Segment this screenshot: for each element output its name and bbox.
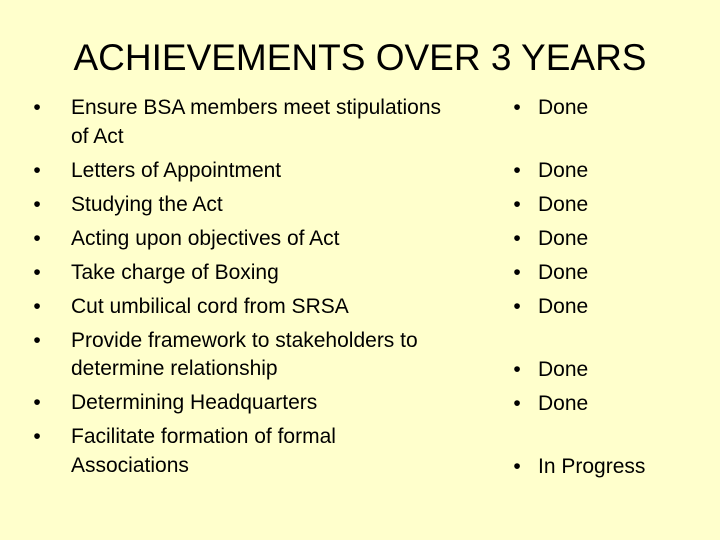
achievement-text: Ensure BSA members meet stipulations of Act (71, 96, 442, 148)
achievement-item (28, 259, 448, 288)
achievement-text: Facilitate formation of formal Associations (71, 425, 336, 477)
spacer (508, 322, 708, 357)
bullet-icon: • (513, 295, 521, 318)
bullet-icon: • (33, 294, 41, 318)
achievement-item (28, 293, 448, 322)
status-list (508, 94, 708, 482)
status-item (508, 94, 708, 123)
achievement-text: Letters of Appointment (71, 158, 282, 182)
achievement-item (28, 423, 448, 480)
achievement-item (28, 389, 448, 418)
bullet-icon: • (33, 328, 41, 352)
achievement-item (28, 191, 448, 220)
status-item (508, 453, 708, 482)
achievement-text: Provide framework to stakeholders to determine relationship (71, 328, 418, 380)
bullet-icon: • (513, 261, 521, 284)
bullet-icon: • (33, 391, 41, 414)
bullet-icon: • (513, 159, 521, 182)
achievement-text: Determining Headquarters (71, 391, 318, 414)
achievement-text: Cut umbilical cord from SRSA (71, 294, 349, 318)
spacer (508, 419, 708, 454)
bullet-icon: • (513, 455, 521, 478)
status-text: Done (538, 159, 589, 182)
bullet-icon: • (513, 96, 521, 119)
status-item (508, 157, 708, 186)
bullet-icon: • (513, 227, 521, 250)
bullet-icon: • (33, 226, 41, 250)
status-text: Done (538, 261, 589, 284)
status-text: In Progress (538, 455, 646, 478)
bullet-icon: • (33, 96, 41, 119)
bullet-icon: • (513, 193, 521, 216)
status-text: Done (538, 295, 589, 318)
bullet-icon: • (33, 158, 41, 182)
achievement-text: Take charge of Boxing (71, 260, 279, 284)
slide-title: ACHIEVEMENTS OVER 3 YEARS (73, 37, 647, 78)
achievement-item (28, 157, 448, 186)
status-item (508, 191, 708, 220)
bullet-icon: • (33, 260, 41, 284)
bullet-icon: • (33, 192, 41, 216)
bullet-icon: • (513, 392, 521, 415)
status-item (508, 293, 708, 322)
bullet-icon: • (513, 358, 521, 381)
status-item (508, 225, 708, 254)
status-text: Done (538, 227, 589, 250)
status-text: Done (538, 96, 589, 119)
bullet-icon: • (33, 425, 41, 448)
status-text: Done (538, 392, 589, 415)
achievement-item (28, 225, 448, 254)
achievement-item (28, 327, 448, 384)
spacer (508, 123, 708, 158)
achievement-text: Acting upon objectives of Act (71, 226, 340, 250)
status-text: Done (538, 193, 589, 216)
achievement-item (28, 94, 448, 151)
status-item (508, 356, 708, 385)
status-item (508, 390, 708, 419)
achievements-list (28, 94, 448, 480)
achievement-text: Studying the Act (71, 192, 223, 216)
status-text: Done (538, 358, 589, 381)
status-item (508, 259, 708, 288)
